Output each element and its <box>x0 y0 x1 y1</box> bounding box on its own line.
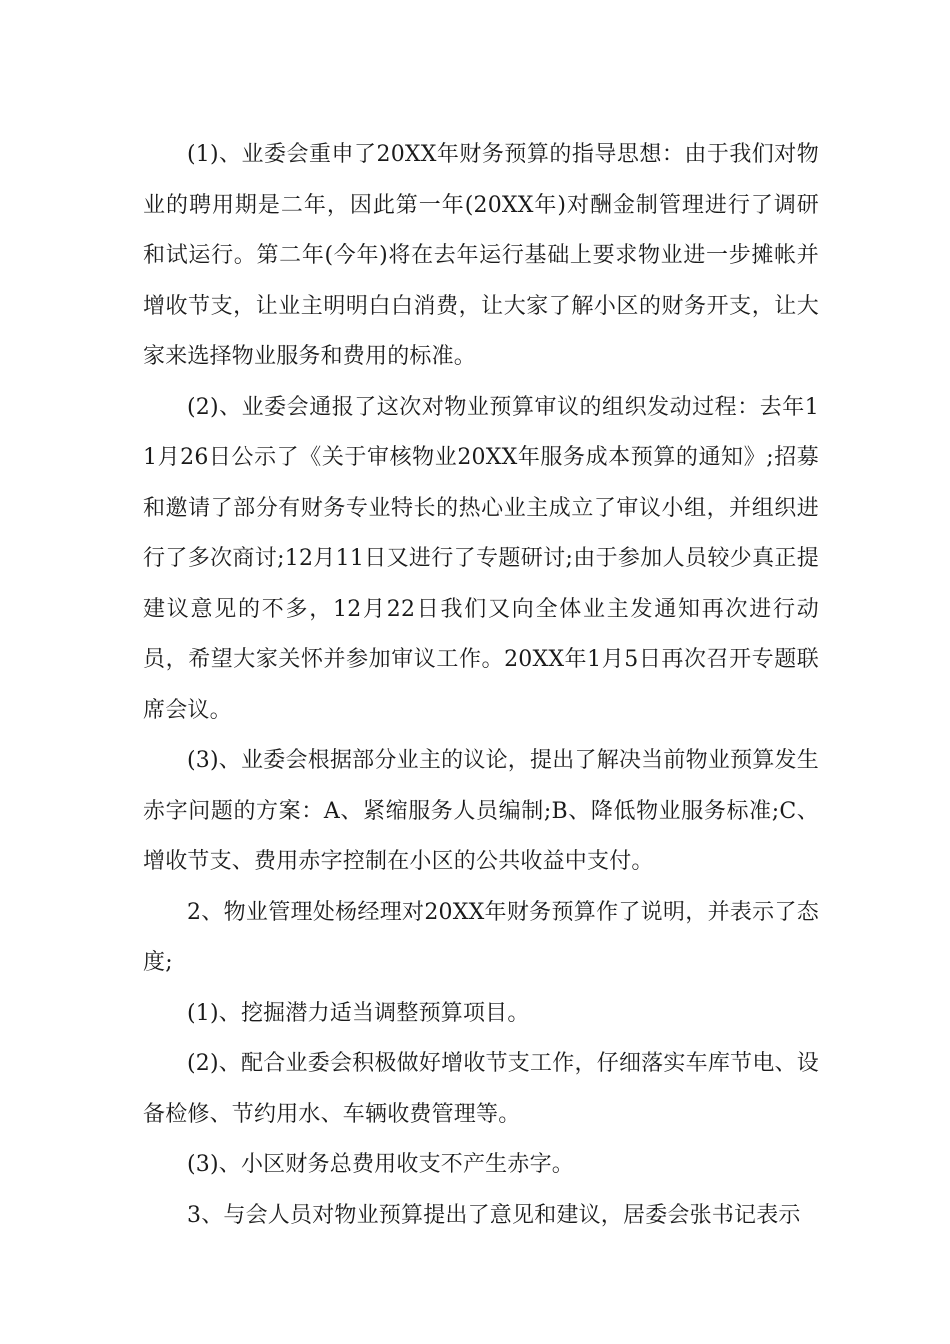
paragraph-budget-guideline: (1)、业委会重申了20XX年财务预算的指导思想：由于我们对物业的聘用期是二年，因此第一年(20XX年)对酬金制管理进行了调研和试运行。第二年(今年)将在去年运行基础上要求物业进一步摊帐并增收节支，让业主明明白白消费，让大家了解小区的财务开支，让大家来选择物业服务和费用的标准。 <box>143 142 819 369</box>
document-body <box>143 130 819 1241</box>
paragraph-review-process: (2)、业委会通报了这次对物业预算审议的组织发动过程：去年11月26日公示了《关于审核物业20XX年服务成本预算的通知》;招募和邀请了部分有财务专业特长的热心业主成立了审议小组，并组织进行了多次商讨;12月11日又进行了专题研讨;由于参加人员较少真正提建议意见的不多，12月22日我们又向全体业主发通知再次进行动员，希望大家关怀并参加审议工作。20XX年1月5日再次召开专题联席会议。 <box>143 394 819 723</box>
paragraph-manager-statement: 2、物业管理处杨经理对20XX年财务预算作了说明，并表示了态度; <box>143 899 819 975</box>
paragraph-no-deficit: (3)、小区财务总费用收支不产生赤字。 <box>187 1152 574 1177</box>
paragraph-deficit-solution: (3)、业委会根据部分业主的议论，提出了解决当前物业预算发生赤字问题的方案：A、紧缩服务人员编制;B、降低物业服务标准;C、增收节支、费用赤字控制在小区的公共收益中支付。 <box>143 748 819 874</box>
paragraph-adjust-items: (1)、挖掘潜力适当调整预算项目。 <box>187 1000 530 1026</box>
paragraph-attendee-opinions: 3、与会人员对物业预算提出了意见和建议，居委会张书记表示 <box>187 1202 801 1228</box>
paragraph-cooperate: (2)、配合业委会积极做好增收节支工作，仔细落实车库节电、设备检修、节约用水、车辆收费管理等。 <box>143 1051 819 1127</box>
